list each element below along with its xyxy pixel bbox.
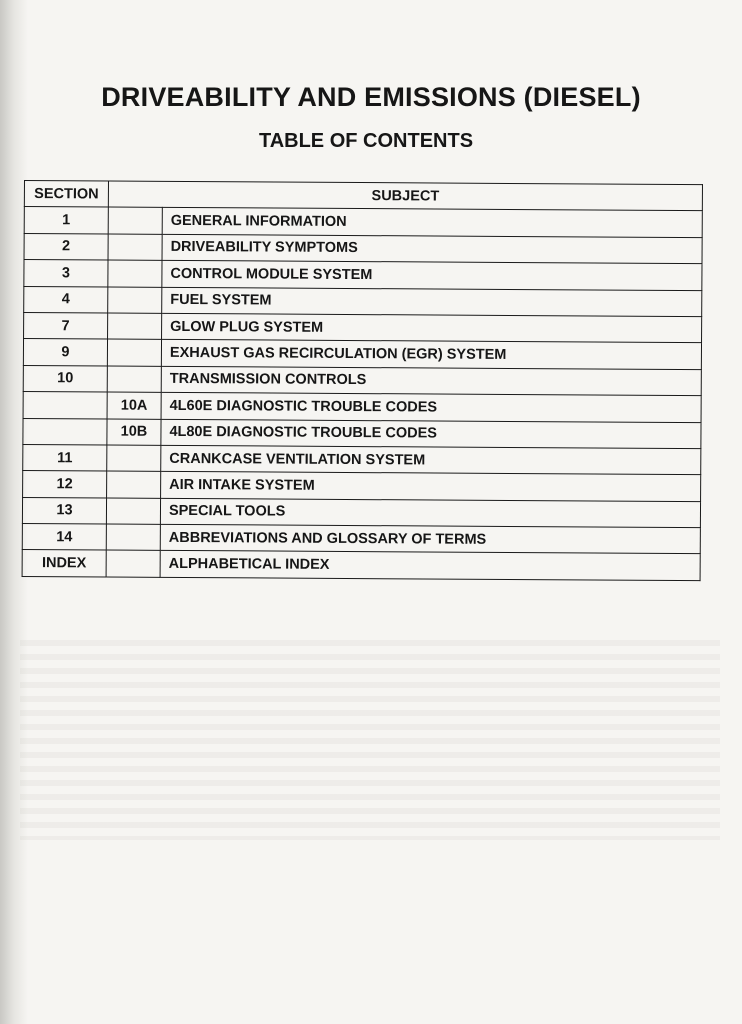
- header-section: SECTION: [24, 181, 108, 208]
- subsection-number: [107, 366, 161, 393]
- section-title: 4L80E DIAGNOSTIC TROUBLE CODES: [161, 419, 701, 449]
- document-title: DRIVEABILITY AND EMISSIONS (DIESEL): [101, 82, 641, 112]
- header-subject: SUBJECT: [108, 181, 702, 211]
- table-row: [23, 365, 701, 396]
- subsection-number: [107, 339, 161, 366]
- section-title: ABBREVIATIONS AND GLOSSARY OF TERMS: [160, 524, 700, 554]
- section-title: ALPHABETICAL INDEX: [160, 551, 700, 581]
- subsection-number: [107, 445, 161, 472]
- subsection-number: [106, 524, 160, 551]
- section-number: [23, 392, 107, 419]
- section-number: 1: [24, 207, 108, 234]
- section-title: GLOW PLUG SYSTEM: [162, 313, 702, 343]
- table-row: [23, 392, 701, 423]
- subsection-number: 10A: [107, 392, 161, 419]
- section-number: [23, 418, 107, 445]
- document-subtitle: TABLE OF CONTENTS: [258, 130, 474, 152]
- table-row: [22, 524, 700, 555]
- subsection-number: [107, 471, 161, 498]
- subsection-number: [108, 207, 162, 234]
- section-title: CRANKCASE VENTILATION SYSTEM: [161, 445, 701, 475]
- table-row: [24, 207, 702, 238]
- section-number: 14: [22, 524, 106, 551]
- subsection-number: [106, 498, 160, 525]
- section-number: 10: [23, 365, 107, 392]
- subsection-number: 10B: [107, 419, 161, 446]
- section-title: CONTROL MODULE SYSTEM: [162, 261, 702, 291]
- section-title: SPECIAL TOOLS: [160, 498, 700, 528]
- section-number: 13: [22, 497, 106, 524]
- table-row: [23, 444, 701, 475]
- table-row: [23, 339, 701, 370]
- table-row: [23, 418, 701, 449]
- section-number: 2: [24, 233, 108, 260]
- section-title: TRANSMISSION CONTROLS: [161, 366, 701, 396]
- section-title: DRIVEABILITY SYMPTOMS: [162, 234, 702, 264]
- subsection-number: [108, 260, 162, 287]
- section-number: INDEX: [22, 550, 106, 577]
- table-row: [22, 497, 700, 528]
- section-title: 4L60E DIAGNOSTIC TROUBLE CODES: [161, 392, 701, 422]
- table-row: [24, 312, 702, 343]
- section-title: FUEL SYSTEM: [162, 287, 702, 317]
- subsection-number: [108, 287, 162, 314]
- table-header-row: [24, 181, 702, 212]
- section-number: 4: [24, 286, 108, 313]
- table-of-contents: [22, 180, 703, 581]
- table-row: [24, 260, 702, 291]
- section-number: 11: [23, 444, 107, 471]
- table-row: [22, 550, 700, 581]
- section-number: 9: [23, 339, 107, 366]
- subsection-number: [106, 550, 160, 577]
- section-number: 7: [24, 312, 108, 339]
- section-title: GENERAL INFORMATION: [162, 208, 702, 238]
- section-title: EXHAUST GAS RECIRCULATION (EGR) SYSTEM: [161, 340, 701, 370]
- bleed-through-block: [20, 640, 720, 840]
- section-number: 3: [24, 260, 108, 287]
- table-row: [24, 286, 702, 317]
- table-row: [24, 233, 702, 264]
- subsection-number: [108, 234, 162, 261]
- table-row: [23, 471, 701, 502]
- subsection-number: [108, 313, 162, 340]
- section-title: AIR INTAKE SYSTEM: [161, 472, 701, 502]
- section-number: 12: [23, 471, 107, 498]
